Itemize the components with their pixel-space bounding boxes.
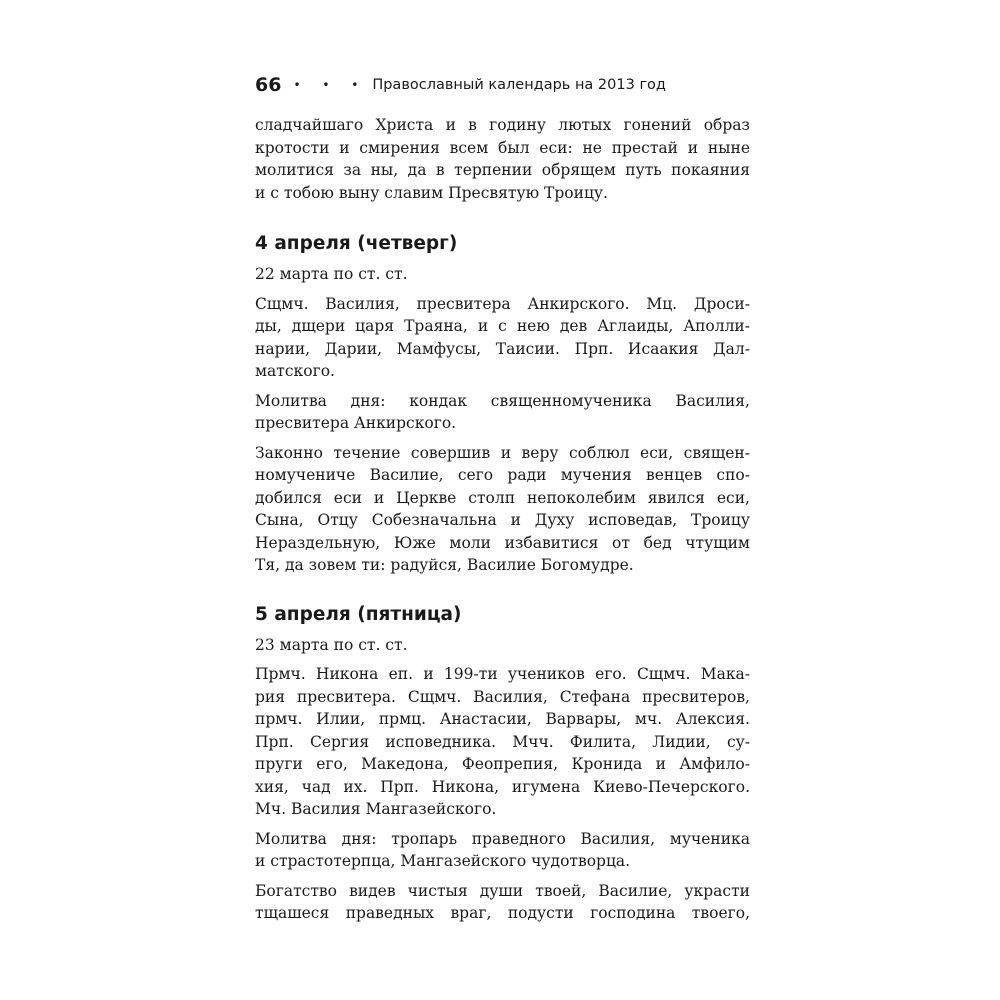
text-line: номучениче Василие, сего ради мучения венцев спо-: [255, 466, 750, 484]
old-style-date: 23 марта по ст. ст.: [255, 635, 408, 654]
saints-paragraph: [255, 293, 750, 383]
text-line: Законно течение совершив и веру соблюл еси, священ-: [255, 443, 750, 462]
old-style-date: 22 марта по ст. ст.: [255, 265, 408, 283]
text-line: и с тобою выну славим Пресвятую Троицу.: [255, 183, 608, 202]
text-line: Молитва дня: тропарь праведного Василия, мученика: [255, 829, 750, 848]
text-line: тщашеся праведных враг, подусти господина твоего,: [255, 904, 750, 922]
section-heading-april-5: 5 апреля (пятница): [255, 603, 462, 625]
text-line: Тя, да зовем ти: радуйся, Василие Богомудре.: [255, 556, 634, 574]
page-number: 66: [255, 74, 282, 96]
text-line: Богатство видев чистыя души твоей, Василие, украсти: [255, 881, 750, 900]
prayer-title: [255, 390, 750, 435]
prayer-text: [255, 442, 750, 577]
text-line: Сына, Отцу Собезначальна и Духу исповедав, Троицу: [255, 511, 750, 529]
text-line: кротости и смирения всем был еси: не престай и ныне: [255, 138, 750, 157]
text-line: прмч. Илии, прмц. Анастасии, Варвары, мч. Алексия.: [255, 710, 750, 728]
text-line: и страстотерпца, Мангазейского чудотворца.: [255, 852, 631, 870]
text-line: молитися за ны, да в терпении обрящем путь покаяния: [255, 161, 750, 179]
text-line: рия пресвитера. Сщмч. Василия, Стефана пресвитеров,: [255, 687, 750, 706]
book-page: [255, 70, 750, 925]
text-line: Прп. Сергия исповедника. Мчч. Филита, Лидии, су-: [255, 732, 750, 751]
running-header: [255, 70, 750, 100]
text-line: Молитва дня: кондак священномученика Василия,: [255, 391, 750, 410]
prayer-title: [255, 828, 750, 873]
intro-paragraph: [255, 114, 750, 204]
text-line: Сщмч. Василия, пресвитера Анкирского. Мц. Дроси-: [255, 294, 750, 313]
text-line: Мч. Василия Мангазейского.: [255, 800, 497, 818]
text-line: Нераздельную, Юже моли избавитися от бед чтущим: [255, 533, 750, 552]
text-line: хия, чад их. Прп. Никона, игумена Киево-Печерского.: [255, 777, 750, 796]
text-line: пруги его, Македона, Феопрепия, Кронида и Амфило-: [255, 755, 750, 773]
saints-paragraph: [255, 663, 750, 821]
text-line: Прмч. Никона еп. и 199-ти учеников его. Сщмч. Мака-: [255, 665, 750, 683]
prayer-text: [255, 880, 750, 925]
text-line: сладчайшаго Христа и в годину лютых гонений образ: [255, 116, 750, 134]
text-line: пресвитера Анкирского.: [255, 414, 457, 432]
section-heading-april-4: 4 апреля (четверг): [255, 233, 458, 254]
header-dots: • • •: [293, 78, 368, 92]
text-line: ды, дщери царя Траяна, и с нею дев Аглаиды, Аполли-: [255, 317, 750, 335]
text-line: нарии, Дарии, Мамфусы, Таисии. Прп. Исаакия Дал-: [255, 339, 750, 358]
text-line: добился еси и Церкве столп непоколебим явился еси,: [255, 488, 750, 507]
book-title: Православный календарь на 2013 год: [372, 77, 666, 93]
text-line: матского.: [255, 362, 335, 380]
